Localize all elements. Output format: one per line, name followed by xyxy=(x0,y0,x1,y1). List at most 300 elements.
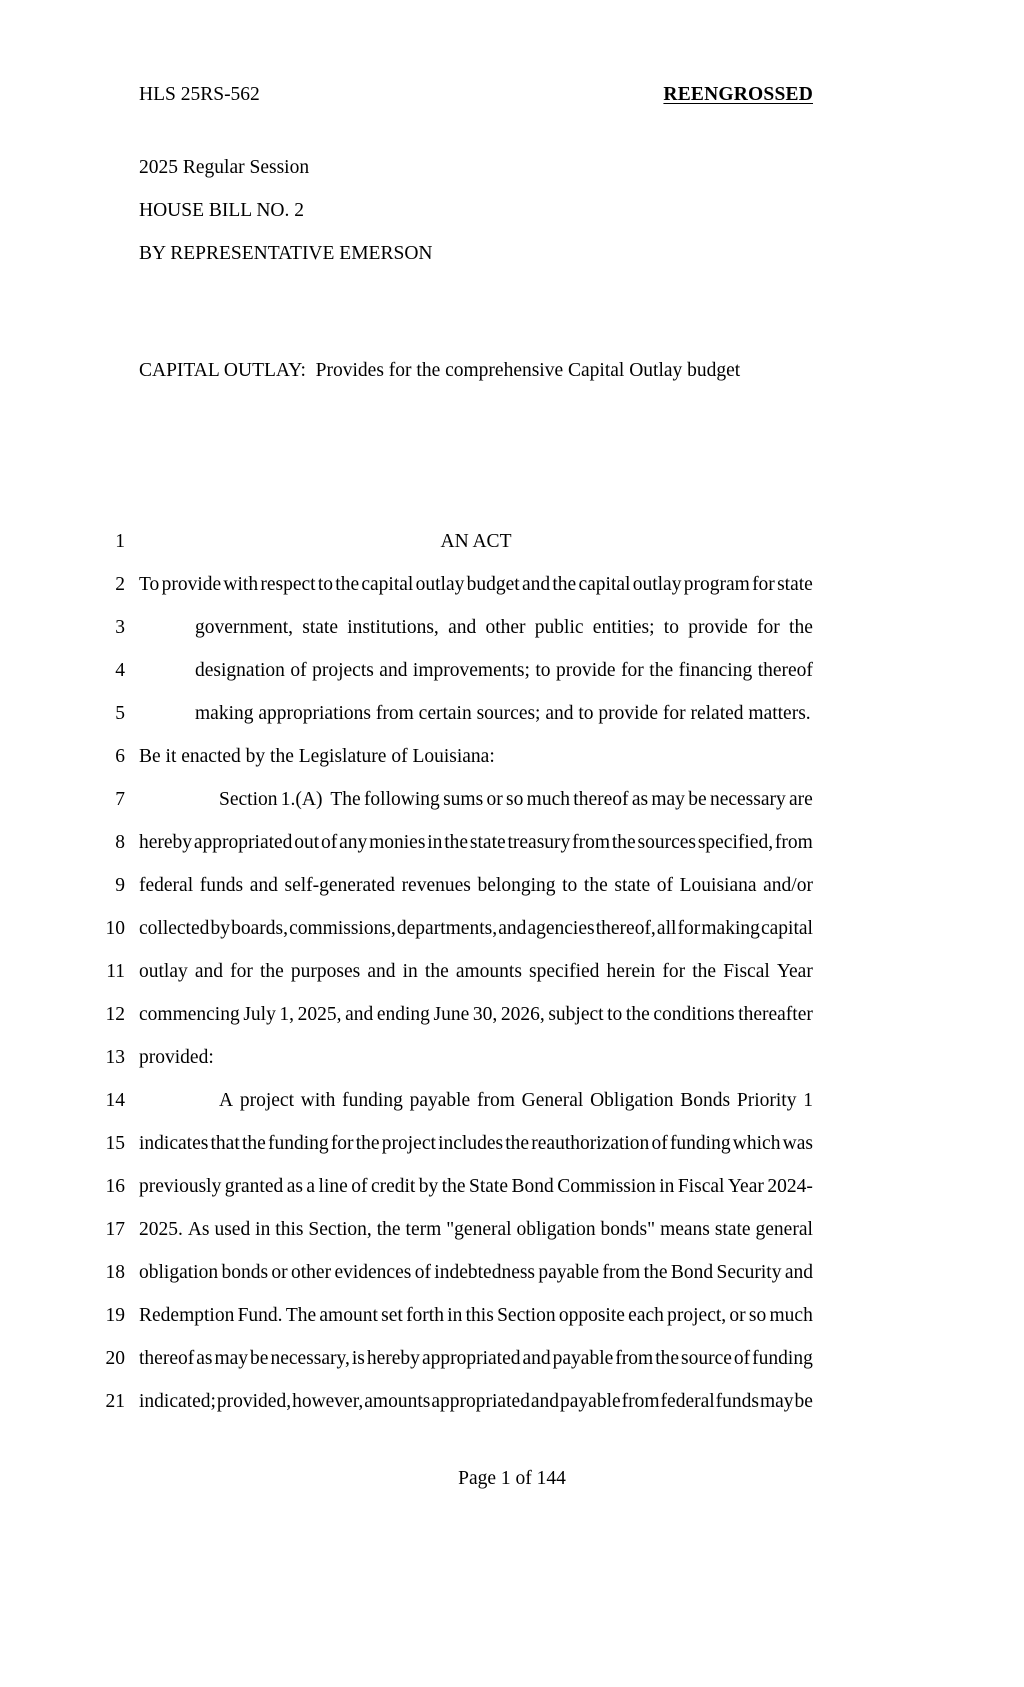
line-text: provided: xyxy=(139,1047,214,1068)
line-number: 13 xyxy=(105,1047,125,1068)
bill-line xyxy=(85,657,845,700)
line-word: and xyxy=(498,918,527,939)
line-word: by xyxy=(210,918,230,939)
line-word: project xyxy=(239,1090,294,1111)
line-word: herein xyxy=(606,961,656,982)
line-text xyxy=(139,1302,813,1330)
line-number: 19 xyxy=(105,1305,125,1326)
line-word: state xyxy=(302,617,338,638)
line-text xyxy=(139,1173,813,1201)
line-number: 18 xyxy=(105,1262,125,1283)
line-word: other xyxy=(485,617,526,638)
line-word: amount xyxy=(319,1305,378,1326)
line-word: federal xyxy=(660,1391,715,1412)
line-word: much xyxy=(526,789,570,810)
bill-document-id: HLS 25RS-562 xyxy=(139,84,260,105)
line-text xyxy=(139,1087,813,1115)
line-word: which xyxy=(732,1133,781,1154)
line-word: respect xyxy=(260,574,316,595)
line-word: payable xyxy=(538,1262,600,1283)
line-word: funds xyxy=(715,1391,759,1412)
line-word: and xyxy=(784,1262,813,1283)
bill-line xyxy=(85,1173,845,1216)
line-word: 2026, xyxy=(500,1004,545,1025)
line-number: 10 xyxy=(105,918,125,939)
line-word: provide xyxy=(688,617,748,638)
line-number: 15 xyxy=(105,1133,125,1154)
line-word: for xyxy=(677,918,701,939)
line-word: 1, xyxy=(279,1004,295,1025)
line-word: to xyxy=(607,1004,623,1025)
line-word: Bond xyxy=(670,1262,714,1283)
line-word: Bonds xyxy=(680,1090,731,1111)
line-word: for xyxy=(230,961,253,982)
line-text xyxy=(139,958,813,986)
line-word: outlay xyxy=(139,961,188,982)
line-word: 30, xyxy=(472,1004,498,1025)
line-word: state xyxy=(714,1219,751,1240)
line-word: that xyxy=(210,1133,240,1154)
bill-line xyxy=(85,571,845,614)
line-word: budget xyxy=(466,574,520,595)
line-word: to xyxy=(535,660,551,681)
line-word: may xyxy=(651,789,685,810)
line-word: term xyxy=(405,1219,442,1240)
line-word: treasury xyxy=(507,832,571,853)
line-word: departments, xyxy=(396,918,498,939)
line-word: the xyxy=(692,961,717,982)
line-word: payable xyxy=(552,1348,614,1369)
line-word: following xyxy=(363,789,440,810)
line-word: however, xyxy=(292,1391,364,1412)
line-word: from xyxy=(615,1348,654,1369)
line-word: institutions, xyxy=(347,617,439,638)
line-word: and xyxy=(522,1348,551,1369)
line-word: be xyxy=(794,1391,813,1412)
line-number: 12 xyxy=(105,1004,125,1025)
line-number: 6 xyxy=(115,746,125,767)
line-text xyxy=(139,786,813,814)
line-word: the xyxy=(611,832,636,853)
line-word: The xyxy=(285,1305,317,1326)
line-word: Section, xyxy=(308,1219,372,1240)
line-word: outlay xyxy=(632,574,682,595)
line-word: "general xyxy=(446,1219,512,1240)
line-word: of xyxy=(351,1176,368,1197)
line-word: reauthorization xyxy=(531,1133,650,1154)
line-word: obligation xyxy=(516,1219,596,1240)
line-word: from xyxy=(602,1262,641,1283)
line-word: the xyxy=(505,1133,530,1154)
line-number: 3 xyxy=(115,617,125,638)
line-word: to xyxy=(562,875,578,896)
line-text xyxy=(139,872,813,900)
line-word: of xyxy=(656,875,673,896)
bill-line xyxy=(85,1001,845,1044)
line-word: obligation xyxy=(139,1262,219,1283)
line-word: Year xyxy=(727,1176,764,1197)
line-word: of xyxy=(414,1262,431,1283)
line-word: Fiscal xyxy=(677,1176,725,1197)
line-word: each xyxy=(628,1305,664,1326)
line-word: 2025, xyxy=(297,1004,342,1025)
line-word: of xyxy=(321,832,338,853)
line-word: To xyxy=(139,574,160,595)
line-number: 4 xyxy=(115,660,125,681)
line-word: Priority xyxy=(736,1090,797,1111)
line-word: purposes xyxy=(290,961,361,982)
line-word: the xyxy=(241,1133,266,1154)
line-word: in xyxy=(427,832,443,853)
line-word: provide xyxy=(556,660,616,681)
line-word: with xyxy=(223,574,259,595)
bill-line xyxy=(85,786,845,829)
line-word: bonds xyxy=(221,1262,269,1283)
line-word: so xyxy=(506,789,524,810)
line-word: funding xyxy=(342,1090,403,1111)
line-word: indicates xyxy=(139,1133,209,1154)
line-word: the xyxy=(552,574,577,595)
line-word: or xyxy=(729,1305,746,1326)
line-word: much xyxy=(769,1305,813,1326)
bill-identification-block xyxy=(139,146,813,275)
line-word: Section xyxy=(219,789,278,810)
line-word: to xyxy=(663,617,679,638)
line-word: monies xyxy=(369,832,426,853)
line-word: funding xyxy=(669,1133,731,1154)
line-word: the xyxy=(355,1133,380,1154)
line-word: for xyxy=(662,961,686,982)
line-word: the xyxy=(444,832,469,853)
line-word: commissions, xyxy=(289,918,396,939)
line-word: 2024- xyxy=(767,1176,813,1197)
line-word: or xyxy=(486,789,503,810)
bill-line xyxy=(85,1130,845,1173)
line-word: includes xyxy=(438,1133,504,1154)
line-number: 2 xyxy=(115,574,125,595)
line-word: collected xyxy=(139,918,210,939)
line-word: amounts xyxy=(364,1391,431,1412)
line-word: belonging xyxy=(477,875,556,896)
line-word: was xyxy=(782,1133,813,1154)
line-word: for xyxy=(621,660,644,681)
line-word: federal xyxy=(139,875,194,896)
line-word: and xyxy=(345,1004,374,1025)
line-word: Commission xyxy=(557,1176,656,1197)
line-number: 11 xyxy=(106,961,125,982)
line-word: the xyxy=(424,961,449,982)
line-word: bonds" xyxy=(600,1219,656,1240)
line-word: from xyxy=(621,1391,660,1412)
line-word: Bond xyxy=(511,1176,554,1197)
line-word: General xyxy=(521,1090,584,1111)
line-word: specified, xyxy=(697,832,774,853)
line-word: and xyxy=(367,961,396,982)
line-word: from xyxy=(774,832,813,853)
page-footer: Page 1 of 144 xyxy=(458,1468,566,1489)
bill-line xyxy=(85,528,845,571)
line-text xyxy=(139,1001,813,1029)
line-word: with xyxy=(300,1090,336,1111)
bill-line xyxy=(85,1216,845,1259)
line-word: credit xyxy=(370,1176,416,1197)
line-word: the xyxy=(649,660,674,681)
line-word: Obligation xyxy=(590,1090,674,1111)
line-word: funding xyxy=(267,1133,329,1154)
line-word: out xyxy=(294,832,320,853)
line-number: 8 xyxy=(115,832,125,853)
line-word: the xyxy=(655,1348,680,1369)
line-word: and xyxy=(249,875,278,896)
line-word: appropriated xyxy=(193,832,293,853)
line-word: the xyxy=(441,1176,466,1197)
line-word: necessary, xyxy=(270,1348,350,1369)
line-word: source xyxy=(681,1348,732,1369)
line-word: for xyxy=(752,574,775,595)
line-word: of xyxy=(733,1348,751,1369)
line-number: 17 xyxy=(105,1219,125,1240)
line-word: thereof xyxy=(757,660,813,681)
line-word: state xyxy=(614,875,651,896)
line-word: 1 xyxy=(803,1090,813,1111)
line-word: be xyxy=(688,789,707,810)
line-word: Redemption xyxy=(139,1305,235,1326)
line-word: 1.(A) xyxy=(280,789,323,810)
line-word: forth xyxy=(406,1305,444,1326)
line-word: improvements; xyxy=(412,660,530,681)
line-word: state xyxy=(469,832,506,853)
line-word: self-generated xyxy=(284,875,395,896)
line-word: a xyxy=(306,1176,316,1197)
line-word: used xyxy=(214,1219,251,1240)
line-word: project xyxy=(381,1133,436,1154)
line-word: previously xyxy=(139,1176,222,1197)
line-word: for xyxy=(757,617,780,638)
line-word: thereof xyxy=(139,1348,195,1369)
line-word: to xyxy=(317,574,334,595)
line-text: making appropriations from certain sources; and to provide for related matters. xyxy=(195,703,811,724)
line-word: or xyxy=(271,1262,288,1283)
line-word: as xyxy=(196,1348,213,1369)
line-word: government, xyxy=(195,617,294,638)
line-word: the xyxy=(376,1219,401,1240)
line-text xyxy=(139,657,813,685)
line-text xyxy=(139,571,813,599)
line-word: project, xyxy=(667,1305,727,1326)
line-word: As xyxy=(187,1219,210,1240)
bill-author: BY REPRESENTATIVE EMERSON xyxy=(139,243,433,264)
line-word: thereof, xyxy=(595,918,656,939)
line-text xyxy=(139,1259,813,1287)
legislative-session: 2025 Regular Session xyxy=(139,157,310,178)
line-text xyxy=(139,1345,813,1373)
line-word: outlay xyxy=(415,574,465,595)
line-word: the xyxy=(335,574,360,595)
line-word: may xyxy=(214,1348,249,1369)
line-word: thereafter xyxy=(738,1004,813,1025)
line-word: appropriated xyxy=(421,1348,521,1369)
line-word: capital xyxy=(361,574,414,595)
line-word: line xyxy=(318,1176,348,1197)
line-word: Louisiana xyxy=(679,875,757,896)
bill-subject-line: CAPITAL OUTLAY: Provides for the comprehensive Capital Outlay budget xyxy=(139,360,741,381)
line-word: payable xyxy=(560,1391,621,1412)
line-word: evidences xyxy=(334,1262,412,1283)
bill-line xyxy=(85,1302,845,1345)
line-word: of xyxy=(651,1133,668,1154)
line-word: in xyxy=(255,1219,271,1240)
bill-line xyxy=(85,743,845,786)
line-text xyxy=(139,1130,813,1158)
line-word: projects xyxy=(312,660,374,681)
line-word: specified xyxy=(529,961,600,982)
line-word: all xyxy=(656,918,677,939)
line-word: are xyxy=(789,789,813,810)
line-word: as xyxy=(286,1176,303,1197)
bill-line xyxy=(85,1259,845,1302)
line-number: 5 xyxy=(115,703,125,724)
line-text: Be it enacted by the Legislature of Louisiana: xyxy=(139,746,495,767)
line-text: AN ACT xyxy=(440,531,512,552)
line-word: designation xyxy=(195,660,285,681)
bill-line xyxy=(85,958,845,1001)
bill-line xyxy=(85,700,845,743)
line-word: commencing xyxy=(139,1004,240,1025)
line-word: so xyxy=(748,1305,767,1326)
line-word: Year xyxy=(776,961,813,982)
line-word: sources xyxy=(637,832,696,853)
bill-number: HOUSE BILL NO. 2 xyxy=(139,200,305,221)
line-word: in xyxy=(447,1305,463,1326)
line-word: of xyxy=(290,660,307,681)
line-word: capital xyxy=(761,918,813,939)
line-word: provide xyxy=(161,574,222,595)
bill-line xyxy=(85,1345,845,1388)
line-word: Fiscal xyxy=(723,961,770,982)
line-word: hereby xyxy=(139,832,193,853)
line-word: appropriated xyxy=(431,1391,530,1412)
line-word: and xyxy=(194,961,224,982)
line-word: agencies xyxy=(527,918,595,939)
bill-line xyxy=(85,1388,845,1431)
line-word: other xyxy=(291,1262,332,1283)
line-word: financing xyxy=(678,660,753,681)
line-word: The xyxy=(325,789,361,810)
line-word: is xyxy=(351,1348,365,1369)
line-word: funds xyxy=(199,875,244,896)
line-word: program xyxy=(683,574,750,595)
line-word: as xyxy=(631,789,649,810)
line-word: necessary xyxy=(709,789,786,810)
line-text xyxy=(139,829,813,857)
line-word: funding xyxy=(752,1348,813,1369)
bill-line xyxy=(85,614,845,657)
line-number: 20 xyxy=(105,1348,125,1369)
line-word: payable xyxy=(409,1090,471,1111)
line-word: from xyxy=(572,832,611,853)
line-word: means xyxy=(660,1219,710,1240)
line-word: the xyxy=(643,1262,668,1283)
line-word: A xyxy=(219,1090,234,1111)
line-word: in xyxy=(402,961,418,982)
line-word: thereof xyxy=(573,789,629,810)
line-word: revenues xyxy=(401,875,471,896)
line-word: this xyxy=(275,1219,304,1240)
bill-body xyxy=(85,528,845,1431)
line-number: 14 xyxy=(105,1090,125,1111)
line-word: and xyxy=(448,617,477,638)
line-word: indicated; xyxy=(139,1391,216,1412)
line-number: 1 xyxy=(115,531,125,552)
line-number: 7 xyxy=(115,789,125,810)
line-word: amounts xyxy=(455,961,522,982)
line-text xyxy=(139,1388,813,1416)
line-word: opposite xyxy=(558,1305,625,1326)
line-word: by xyxy=(418,1176,439,1197)
line-number: 9 xyxy=(115,875,125,896)
line-word: this xyxy=(465,1305,494,1326)
line-word: public xyxy=(534,617,584,638)
line-word: and xyxy=(530,1391,560,1412)
line-word: for xyxy=(330,1133,354,1154)
line-word: boards, xyxy=(231,918,288,939)
line-number: 16 xyxy=(105,1176,125,1197)
line-word: Security xyxy=(716,1262,782,1283)
line-word: in xyxy=(659,1176,675,1197)
line-word: subject xyxy=(548,1004,604,1025)
line-word: making xyxy=(701,918,760,939)
bill-line xyxy=(85,1087,845,1130)
line-word: entities; xyxy=(592,617,655,638)
bill-line xyxy=(85,915,845,958)
line-word: 2025. xyxy=(139,1219,183,1240)
line-word: conditions xyxy=(653,1004,735,1025)
line-word: June xyxy=(433,1004,470,1025)
line-text xyxy=(139,915,813,943)
line-word: general xyxy=(755,1219,813,1240)
line-word: July xyxy=(243,1004,276,1025)
line-word: the xyxy=(583,875,608,896)
line-word: hereby xyxy=(366,1348,420,1369)
bill-line xyxy=(85,872,845,915)
line-word: be xyxy=(250,1348,269,1369)
line-word: and xyxy=(379,660,408,681)
line-word: and/or xyxy=(763,875,813,896)
document-header xyxy=(139,84,813,106)
line-word: the xyxy=(789,617,813,638)
line-word: granted xyxy=(224,1176,284,1197)
line-text xyxy=(139,614,813,642)
line-text xyxy=(139,1216,813,1244)
line-word: state xyxy=(777,574,813,595)
line-word: from xyxy=(476,1090,515,1111)
line-word: Fund. xyxy=(237,1305,283,1326)
line-word: any xyxy=(339,832,368,853)
line-word: and xyxy=(521,574,551,595)
line-word: ending xyxy=(376,1004,430,1025)
line-word: set xyxy=(381,1305,403,1326)
line-word: indebtedness xyxy=(434,1262,536,1283)
line-word: provided, xyxy=(216,1391,292,1412)
line-word: the xyxy=(625,1004,650,1025)
bill-status-stamp: REENGROSSED xyxy=(663,84,813,105)
line-word: sums xyxy=(443,789,484,810)
line-word: State xyxy=(469,1176,509,1197)
bill-line xyxy=(85,1044,845,1087)
line-word: may xyxy=(759,1391,794,1412)
line-word: capital xyxy=(578,574,631,595)
bill-line xyxy=(85,829,845,872)
